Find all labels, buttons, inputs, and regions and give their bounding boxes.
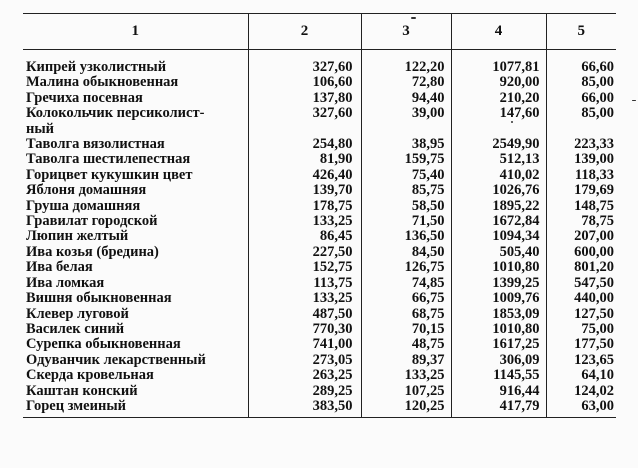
table-row — [23, 75, 616, 90]
value-cell-col5: 78,75 — [546, 214, 616, 229]
value-cell-col4: 1026,76 — [451, 183, 546, 198]
value-cell-col4: 1077,81 — [451, 50, 546, 76]
value-cell-col2: 81,90 — [248, 152, 361, 167]
plant-name: Ива ломкая — [26, 274, 105, 291]
value-cell-col3: 122,20 — [361, 50, 451, 76]
plant-name-cell — [23, 307, 248, 322]
plant-name-cell — [23, 399, 248, 418]
plant-name: Груша домашняя — [26, 197, 141, 214]
column-header-2: 2 — [248, 14, 361, 50]
plant-name-cell — [23, 137, 248, 152]
value-cell-col5: 123,65 — [546, 353, 616, 368]
value-cell-col2: 327,60 — [248, 50, 361, 76]
plant-name: Каштан конский — [26, 382, 138, 399]
plant-name-cell — [23, 106, 248, 137]
value-cell-col4: 505,40 — [451, 245, 546, 260]
plant-name: Ива козья (бредина) — [26, 243, 159, 260]
plant-name-cell — [23, 152, 248, 167]
value-cell-col4: 417,79 — [451, 399, 546, 418]
value-cell-col3: 94,40 — [361, 91, 451, 106]
value-cell-col2: 273,05 — [248, 353, 361, 368]
value-cell-col2: 139,70 — [248, 183, 361, 198]
value-cell-col5: 223,33 — [546, 137, 616, 152]
table-header — [23, 14, 616, 50]
value-cell-col2: 152,75 — [248, 260, 361, 275]
table-row — [23, 399, 616, 418]
value-cell-col4: 1853,09 — [451, 307, 546, 322]
value-cell-col4: 147,60 — [451, 106, 546, 137]
plant-name: Одуванчик лекарственный — [26, 351, 206, 368]
plant-name: Горец змеиный — [26, 397, 126, 414]
value-cell-col3: 75,40 — [361, 168, 451, 183]
value-cell-col5: 124,02 — [546, 384, 616, 399]
value-cell-col3: 74,85 — [361, 276, 451, 291]
value-cell-col2: 263,25 — [248, 368, 361, 383]
scan-speck — [632, 100, 636, 101]
value-cell-col2: 487,50 — [248, 307, 361, 322]
value-cell-col5: 66,60 — [546, 50, 616, 76]
plant-name: Скерда кровельная — [26, 367, 154, 384]
table-row — [23, 276, 616, 291]
table-row — [23, 291, 616, 306]
value-cell-col5: 177,50 — [546, 337, 616, 352]
value-cell-col2: 254,80 — [248, 137, 361, 152]
value-cell-col3: 68,75 — [361, 307, 451, 322]
table-row — [23, 368, 616, 383]
value-cell-col4: 2549,90 — [451, 137, 546, 152]
table-row — [23, 245, 616, 260]
value-cell-col3: 159,75 — [361, 152, 451, 167]
value-cell-col3: 133,25 — [361, 368, 451, 383]
plant-name-cell — [23, 245, 248, 260]
value-cell-col3: 38,95 — [361, 137, 451, 152]
plant-name: Гречиха посевная — [26, 89, 143, 106]
value-cell-col4: 210,20 — [451, 91, 546, 106]
value-cell-col3: 48,75 — [361, 337, 451, 352]
column-header-1: 1 — [23, 14, 248, 50]
value-cell-col3: 89,37 — [361, 353, 451, 368]
value-cell-col4: 1009,76 — [451, 291, 546, 306]
value-cell-col3: 66,75 — [361, 291, 451, 306]
plant-name-cell — [23, 91, 248, 106]
value-cell-col3: 85,75 — [361, 183, 451, 198]
plant-name: Люпин желтый — [26, 228, 129, 245]
column-header-3: 3 — [361, 14, 451, 50]
value-cell-col4: 916,44 — [451, 384, 546, 399]
value-cell-col2: 133,25 — [248, 214, 361, 229]
value-cell-col3: 72,80 — [361, 75, 451, 90]
column-header-4: 4 — [451, 14, 546, 50]
plant-name-cell — [23, 291, 248, 306]
table-row — [23, 353, 616, 368]
plant-name: Таволга вязолистная — [26, 136, 165, 153]
value-cell-col2: 137,80 — [248, 91, 361, 106]
value-cell-col5: 127,50 — [546, 307, 616, 322]
plant-name: Гравилат городской — [26, 213, 158, 230]
plant-name-cell — [23, 214, 248, 229]
value-cell-col5: 207,00 — [546, 229, 616, 244]
plant-name: Горицвет кукушкин цвет — [26, 166, 193, 183]
value-cell-col2: 113,75 — [248, 276, 361, 291]
value-cell-col5: 179,69 — [546, 183, 616, 198]
plant-name-cell — [23, 260, 248, 275]
value-cell-col5: 66,00 — [546, 91, 616, 106]
value-cell-col5: 600,00 — [546, 245, 616, 260]
table-row — [23, 50, 616, 76]
value-cell-col2: 106,60 — [248, 75, 361, 90]
value-cell-col4: 1145,55 — [451, 368, 546, 383]
value-cell-col4: 1672,84 — [451, 214, 546, 229]
value-cell-col2: 227,50 — [248, 245, 361, 260]
plant-name: Малина обыкновенная — [26, 74, 179, 91]
value-cell-col4: 512,13 — [451, 152, 546, 167]
table-row — [23, 229, 616, 244]
value-cell-col4: 920,00 — [451, 75, 546, 90]
plant-name: Вишня обыкновенная — [26, 290, 172, 307]
value-cell-col4: 410,02 — [451, 168, 546, 183]
table-row — [23, 214, 616, 229]
value-cell-col2: 289,25 — [248, 384, 361, 399]
table-row — [23, 260, 616, 275]
plant-name-cell — [23, 229, 248, 244]
value-cell-col2: 770,30 — [248, 322, 361, 337]
value-cell-col2: 741,00 — [248, 337, 361, 352]
scan-speck — [411, 17, 416, 19]
plant-name-cell — [23, 384, 248, 399]
plant-name: Сурепка обыкновенная — [26, 336, 181, 353]
plant-name: Яблоня домашняя — [26, 182, 147, 199]
table-row — [23, 337, 616, 352]
value-cell-col2: 86,45 — [248, 229, 361, 244]
table-row — [23, 91, 616, 106]
plant-name: Таволга шестилепестная — [26, 151, 191, 168]
plant-name-cell — [23, 276, 248, 291]
value-cell-col5: 85,00 — [546, 75, 616, 90]
plant-name-cell — [23, 353, 248, 368]
value-cell-col4: 1399,25 — [451, 276, 546, 291]
value-cell-col3: 39,00 — [361, 106, 451, 137]
value-cell-col3: 107,25 — [361, 384, 451, 399]
scan-speck — [511, 121, 513, 123]
value-cell-col4: 306,09 — [451, 353, 546, 368]
plant-name-cell — [23, 199, 248, 214]
value-cell-col5: 139,00 — [546, 152, 616, 167]
value-cell-col3: 84,50 — [361, 245, 451, 260]
value-cell-col5: 440,00 — [546, 291, 616, 306]
plant-name-continuation: ный — [26, 120, 55, 137]
plant-name: Кипрей узколистный — [26, 59, 167, 75]
value-cell-col5: 547,50 — [546, 276, 616, 291]
value-cell-col4: 1617,25 — [451, 337, 546, 352]
value-cell-col5: 75,00 — [546, 322, 616, 337]
plant-name: Клевер луговой — [26, 305, 129, 322]
table-row — [23, 307, 616, 322]
value-cell-col4: 1094,34 — [451, 229, 546, 244]
table-row — [23, 384, 616, 399]
value-cell-col3: 71,50 — [361, 214, 451, 229]
value-cell-col4: 1010,80 — [451, 322, 546, 337]
value-cell-col2: 327,60 — [248, 106, 361, 137]
value-cell-col5: 85,00 — [546, 106, 616, 137]
table-row — [23, 183, 616, 198]
value-cell-col5: 63,00 — [546, 399, 616, 418]
data-table — [23, 13, 616, 418]
value-cell-col5: 801,20 — [546, 260, 616, 275]
table-row — [23, 168, 616, 183]
value-cell-col3: 136,50 — [361, 229, 451, 244]
table-row — [23, 322, 616, 337]
value-cell-col2: 383,50 — [248, 399, 361, 418]
plant-name-cell — [23, 322, 248, 337]
table-row — [23, 106, 616, 137]
plant-name: Василек синий — [26, 320, 125, 337]
value-cell-col5: 118,33 — [546, 168, 616, 183]
value-cell-col5: 148,75 — [546, 199, 616, 214]
table-body — [23, 50, 616, 418]
plant-name-cell — [23, 337, 248, 352]
value-cell-col3: 58,50 — [361, 199, 451, 214]
plant-name: Ива белая — [26, 259, 93, 276]
value-cell-col2: 426,40 — [248, 168, 361, 183]
table-row — [23, 137, 616, 152]
value-cell-col2: 133,25 — [248, 291, 361, 306]
value-cell-col3: 120,25 — [361, 399, 451, 418]
plant-name-cell — [23, 183, 248, 198]
table-row — [23, 199, 616, 214]
column-header-5: 5 — [546, 14, 616, 50]
value-cell-col3: 70,15 — [361, 322, 451, 337]
value-cell-col2: 178,75 — [248, 199, 361, 214]
value-cell-col4: 1895,22 — [451, 199, 546, 214]
plant-name: Колокольчик персиколист- — [26, 105, 205, 122]
value-cell-col4: 1010,80 — [451, 260, 546, 275]
plant-name-cell — [23, 50, 248, 76]
table-row — [23, 152, 616, 167]
value-cell-col3: 126,75 — [361, 260, 451, 275]
plant-name-cell — [23, 168, 248, 183]
plant-name-cell — [23, 75, 248, 90]
value-cell-col5: 64,10 — [546, 368, 616, 383]
plant-name-cell — [23, 368, 248, 383]
